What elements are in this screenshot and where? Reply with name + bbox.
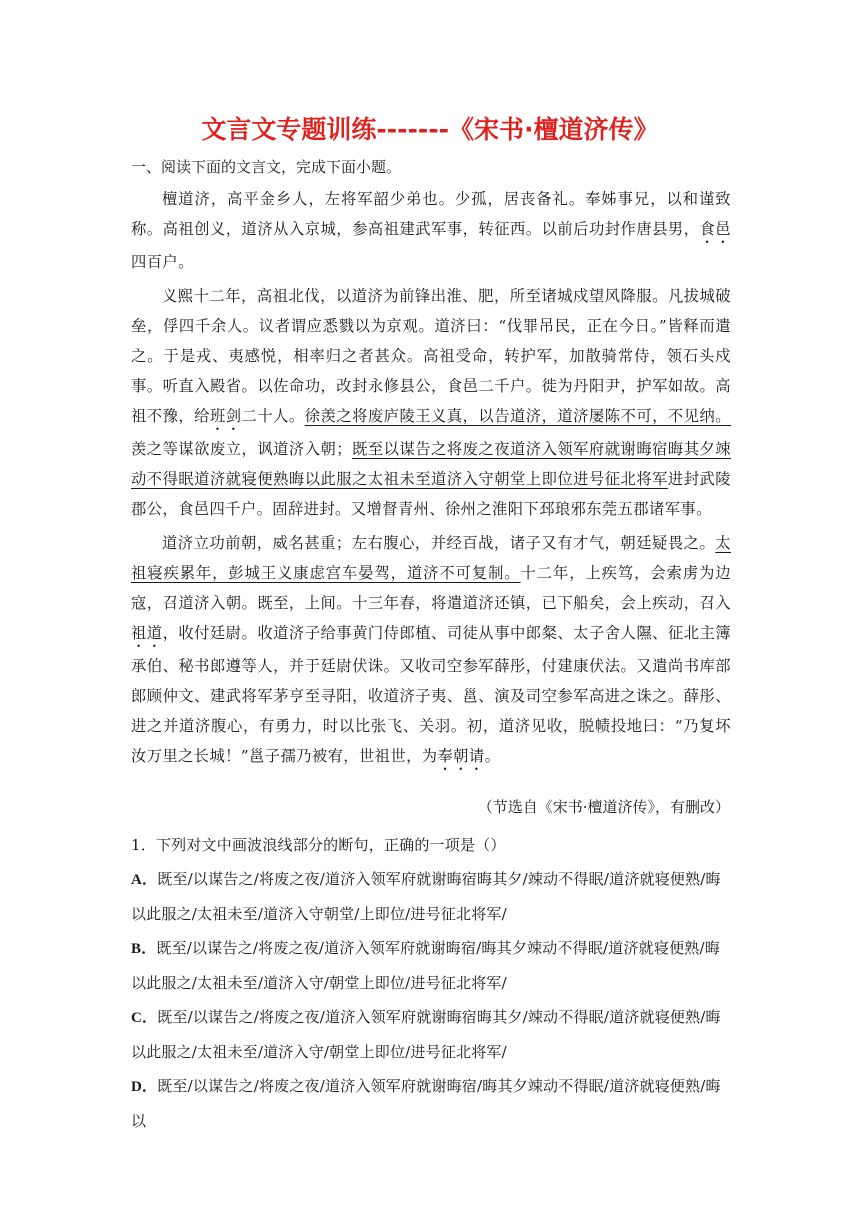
- underlined-sentence: 徐羡之将废庐陵王义真，以告道济，道济屡陈不可，不见纳。: [304, 407, 731, 425]
- text-run: 道济立功前朝，威名甚重；左右腹心，并经百战，诸子又有才气，朝廷疑畏之。: [162, 534, 716, 552]
- text-run: 。: [484, 747, 501, 765]
- text-run: ，收付廷尉。收道济子给事黄门侍郎植、司徒从事中郎粲、太子舍人隰、征北主簿承伯、秘书郎遵等人，并于廷尉伏诛。又收司空参军薛彤，付建康伏法。又遣尚书库部郎顾仲文、建武将军茅亨至寻阳，收道济子夷、邕、演及司空参军高进之诛之。薛彤、进之并道济腹心，有勇力，时以比张飞、关羽。初，道济见收，脱帻投地曰：“乃复坏汝万里之长城！”邕子孺乃被宥，世祖世，为: [131, 624, 731, 765]
- option-letter: B．: [131, 941, 157, 957]
- option-text: 既至/以谋告之/将废之夜/道济入领军府就谢晦宿晦其夕/竦动不得眠/道济就寝便熟/晦以此服之/太祖未至/道济入守/朝堂上即位/进号征北将军/: [131, 1008, 721, 1061]
- page-title: 文言文专题训练-------《宋书·檀道济传》: [201, 115, 659, 144]
- option-letter: D．: [131, 1079, 158, 1095]
- section-heading: 一、阅读下面的文言文，完成下面小题。: [131, 158, 402, 176]
- passage-paragraph-2: [131, 281, 731, 524]
- text-run: 羡之等谋欲废立，讽道济入朝；: [131, 440, 352, 458]
- option-text: 既至/以谋告之/将废之夜/道济入领军府就谢晦宿晦其夕/竦动不得眠/道济就寝便熟/晦以此服之/太祖未至/道济入守朝堂/上即位/进号征北将军/: [131, 870, 721, 923]
- dotted-term: 食邑: [699, 220, 731, 238]
- option-a: [131, 862, 731, 931]
- text-run: 十二年，上疾笃，会索虏为边寇，召道济入朝。既至，上间。十三年春，将遣道济还镇，已下船矣，会上疾动，召入: [131, 564, 731, 612]
- underlined-sentence: 太祖寝疾累年，彭城王义康虑宫车晏驾，道济不可复制。: [131, 534, 731, 582]
- dotted-term: 班剑: [209, 407, 242, 425]
- option-letter: C．: [131, 1010, 158, 1026]
- option-text: 既至/以谋告之/将废之夜/道济入领军府就谢晦宿/晦其夕竦动不得眠/道济就寝便熟/晦以: [131, 1077, 721, 1130]
- question-stem: 1．下列对文中画波浪线部分的断句，正确的一项是（）: [131, 836, 506, 854]
- text-run: 四百户。: [131, 253, 194, 271]
- passage-paragraph-1: [131, 184, 731, 277]
- dotted-term: 祖道: [131, 624, 163, 642]
- text-run: 檀道济，高平金乡人，左将军韶少弟也。少孤，居丧备礼。奉姊事兄，以和谨致称。高祖创义，道济从入京城，参高祖建武军事，转征西。以前后功封作唐县男，: [131, 190, 731, 238]
- question-1: [131, 828, 731, 1138]
- text-run: 义熙十二年，高祖北伐，以道济为前锋出淮、肥，所至诸城戍望风降服。凡拔城破垒，俘四千余人。议者谓应悉戮以为京观。道济曰：“伐罪吊民，正在今日。”皆释而遣之。于是戎、夷感悦，相率归之者甚众。高祖受命，转护军，加散骑常侍，领石头戍事。听直入殿省。以佐命功，改封永修县公，食邑二千户。徙为丹阳尹，护军如故。高祖不豫，给: [131, 287, 731, 425]
- option-d: [131, 1069, 731, 1138]
- passage: [131, 184, 731, 774]
- option-letter: A．: [131, 872, 158, 888]
- option-b: [131, 931, 731, 1000]
- wavy-underlined-passage: 既至以谋告之将废之夜道济入领军府就谢晦宿晦其夕竦动不得眠道济就寝便熟晦以此服之太祖未至道济入守朝堂上即位进号征北将军: [131, 440, 731, 488]
- option-c: [131, 1000, 731, 1069]
- text-run: 进封武陵郡公，食邑四千户。固辞进封。又增督青州、徐州之淮阳下邳琅邪东莞五郡诸军事。: [131, 470, 731, 518]
- dotted-term: 奉朝请: [437, 747, 485, 765]
- passage-paragraph-3: [131, 528, 731, 774]
- passage-source: （节选自《宋书·檀道济传》，有删改）: [477, 798, 730, 816]
- text-run: 二十人。: [241, 407, 305, 425]
- option-text: 既至/以谋告之/将废之夜/道济入领军府就谢晦宿/晦其夕竦动不得眠/道济就寝便熟/晦以此服之/太祖未至/道济入守/朝堂上即位/进号征北将军/: [131, 939, 720, 992]
